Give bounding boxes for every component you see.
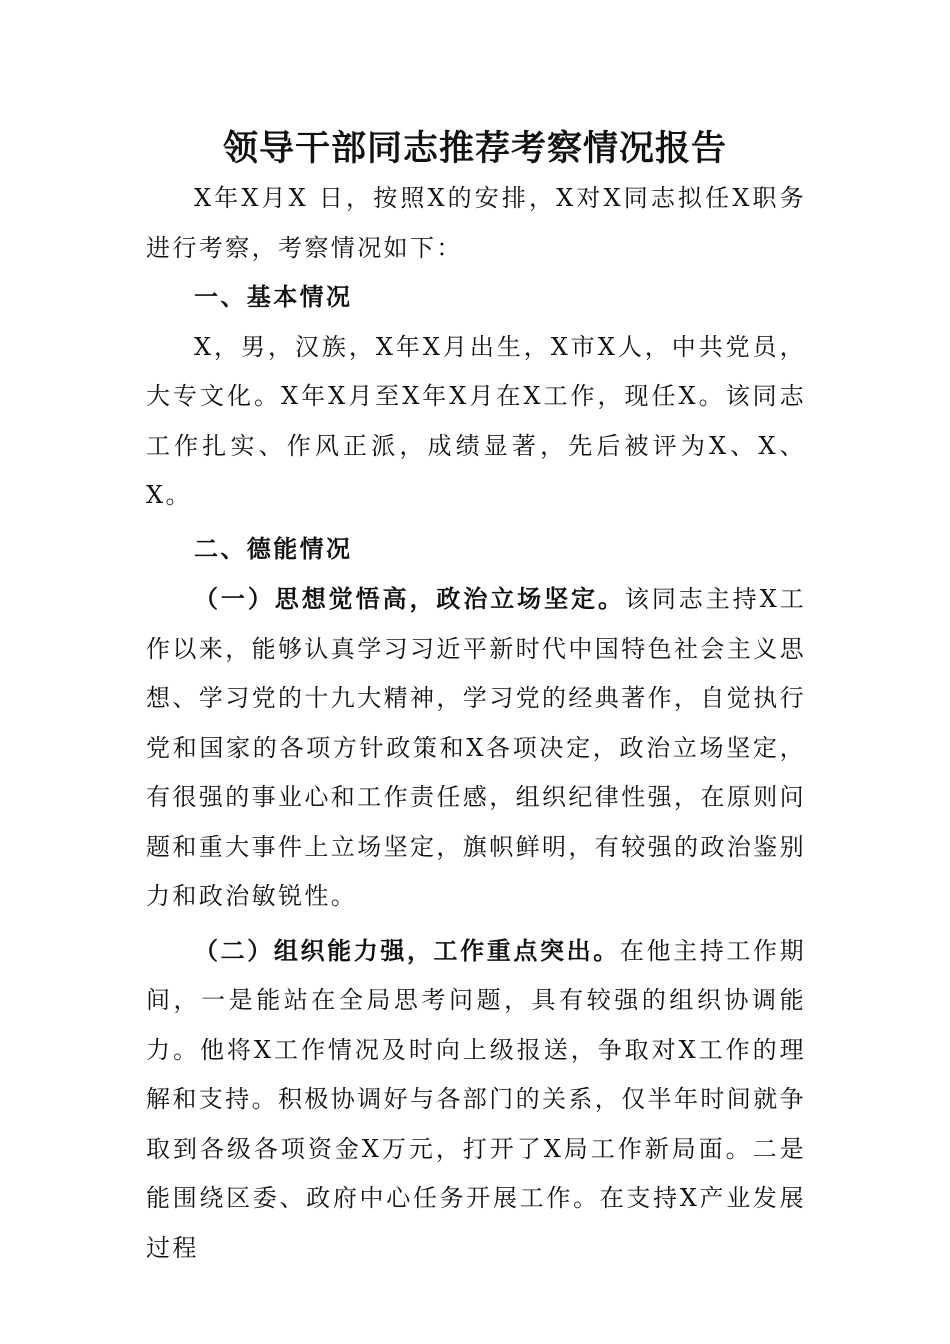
morality-item-2 [146,926,806,1274]
section-heading-morality-ability: 二、德能情况 [194,534,353,563]
morality-item-1 [146,574,806,922]
item-2-body: 在他主持工作期间，一是能站在全局思考问题，具有较强的组织协调能力。他将X工作情况及时向上级报送，争取对X工作的理解和支持。积极协调好与各部门的关系，仅半年时间就争取到各级各项资金X万元，打开了X局工作新局面。二是能围绕区委、政府中心任务开展工作。在支持X产业发展过程 [146,936,806,1262]
document-body [146,174,806,1273]
section-heading-basic-info: 一、基本情况 [194,283,353,311]
item-1-body: 该同志主持X工作以来，能够认真学习习近平新时代中国特色社会主义思想、学习党的十九大精神，学习党的经典著作，自觉执行党和国家的各项方针政策和X各项决定，政治立场坚定，有很强的事业心和工作责任感，组织纪律性强，在原则问题和重大事件上立场坚定，旗帜鲜明，有较强的政治鉴别力和政治敏锐性。 [146,585,806,910]
intro-paragraph: X年X月X 日，按照X的安排，X对X同志拟任X职务进行考察，考察情况如下： [146,184,806,262]
document-title: 领导干部同志推荐考察情况报告 [222,128,727,169]
basic-info-paragraph: X，男，汉族，X年X月出生，X市X人，中共党员，大专文化。X年X月至X年X月在X工作，现任X。该同志工作扎实、作风正派，成绩显著，先后被评为X、X、X。 [146,332,806,509]
item-1-lead: （一）思想觉悟高，政治立场坚定。 [194,584,625,613]
item-2-lead: （二）组织能力强，工作重点突出。 [194,935,620,965]
